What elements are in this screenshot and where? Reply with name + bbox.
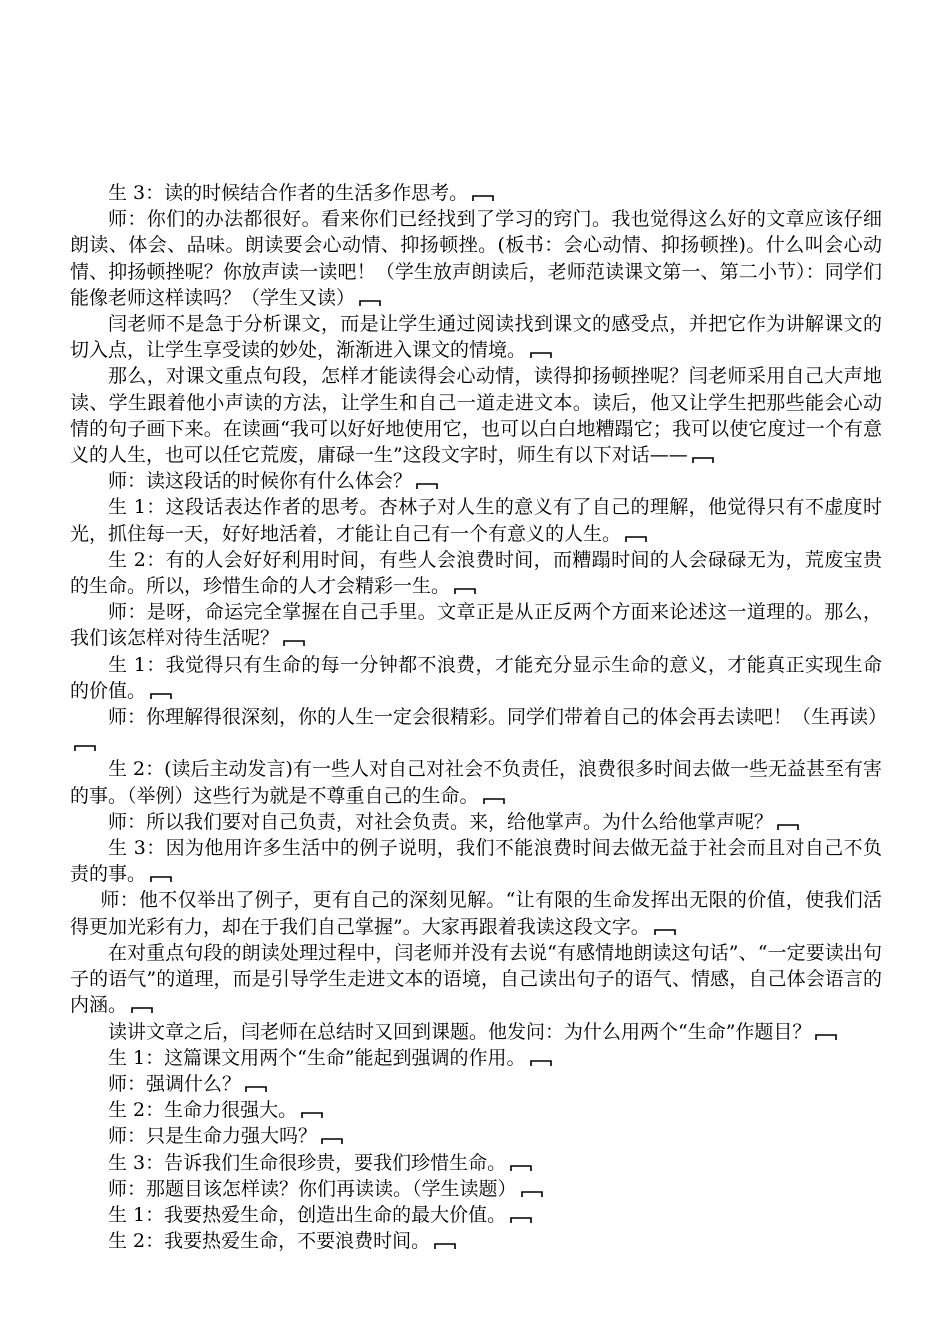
paragraph-mark-icon [510, 1216, 532, 1224]
paragraph-mark-icon [777, 823, 799, 831]
paragraph: 师：是呀，命运完全掌握在自己手里。文章正是从正反两个方面来论述这一道理的。那么，我们该怎样对待生活呢？ [70, 601, 882, 650]
paragraph: 生 2：生命力很强大。 [70, 1097, 882, 1123]
paragraph: 生 3：读的时候结合作者的生活多作思考。 [70, 180, 882, 206]
paragraph-mark-icon [434, 1242, 456, 1250]
paragraph: 生 1：我要热爱生命，创造出生命的最大价值。 [70, 1202, 882, 1228]
paragraph-mark-icon [416, 482, 438, 490]
paragraph-mark-icon [150, 692, 172, 700]
paragraph: 师：你理解得很深刻，你的人生一定会很精彩。同学们带着自己的体会再去读吧！（生再读） [70, 704, 882, 756]
paragraph: 那么，对课文重点句段，怎样才能读得会心动情，读得抑扬顿挫呢？闫老师采用自己大声地读、学生跟着他小声读的方法，让学生和自己一道走进文本。读后，他又让学生把那些能会心动情的句子画下来。在读画“我可以好好地使用它，也可以白白地糟蹋它；我可以使它度过一个有意义的人生，也可以任它荒废，庸碌一生”这段文字时，师生有以下对话—— [70, 365, 882, 467]
paragraph: 师：那题目该怎样读？你们再读读。（学生读题） [70, 1176, 882, 1202]
paragraph: 在对重点句段的朗读处理过程中，闫老师并没有去说“有感情地朗读这句话”、“一定要读出句子的语气”的道理，而是引导学生走进文本的语境，自己读出句子的语气、情感，自己体会语言的内涵。 [70, 941, 882, 1017]
paragraph-mark-icon [454, 587, 476, 595]
paragraph-mark-icon [521, 1190, 543, 1198]
paragraph-mark-icon [131, 1006, 153, 1014]
paragraph-mark-icon [245, 1085, 267, 1093]
paragraph: 师：你们的办法都很好。看来你们已经找到了学习的窍门。我也觉得这么好的文章应该仔细朗读、体会、品味。朗读要会心动情、抑扬顿挫。(板书：会心动情、抑扬顿挫)。什么叫会心动情、抑扬顿挫呢？你放声读一读吧！（学生放声朗读后，老师范读课文第一、第二小节）：同学们能像老师这样读吗？（学生又读） [70, 208, 882, 309]
paragraph-mark-icon [530, 1059, 552, 1067]
paragraph-mark-icon [283, 639, 305, 647]
paragraph: 读讲文章之后，闫老师在总结时又回到课题。他发问：为什么用两个“生命”作题目？ [70, 1019, 882, 1045]
paragraph-mark-icon [530, 351, 552, 359]
paragraph: 生 3：告诉我们生命很珍贵，要我们珍惜生命。 [70, 1150, 882, 1176]
paragraph: 闫老师不是急于分析课文，而是让学生通过阅读找到课文的感受点，并把它作为讲解课文的切入点，让学生享受读的妙处，渐渐进入课文的情境。 [70, 313, 882, 362]
paragraph-mark-icon [359, 299, 381, 307]
paragraph-mark-icon [472, 194, 494, 202]
paragraph-mark-icon [74, 744, 96, 752]
paragraph: 师：所以我们要对自己负责，对社会负责。来，给他掌声。为什么给他掌声呢？ [70, 809, 882, 835]
paragraph-mark-icon [321, 1137, 343, 1145]
paragraph: 生 1：我觉得只有生命的每一分钟都不浪费，才能充分显示生命的意义，才能真正实现生命的价值。 [70, 653, 882, 702]
paragraph: 生 1：这段话表达作者的思考。杏林子对人生的意义有了自己的理解，他觉得只有不虚度时光，抓住每一天，好好地活着，才能让自己有一个有意义的人生。 [70, 496, 882, 545]
paragraph: 师：读这段话的时候你有什么体会？ [70, 468, 882, 494]
document-body [70, 180, 888, 1254]
paragraph-mark-icon [815, 1033, 837, 1041]
paragraph-mark-icon [654, 928, 676, 936]
paragraph-mark-icon [692, 456, 714, 464]
paragraph-mark-icon [483, 797, 505, 805]
paragraph-mark-icon [301, 1111, 323, 1119]
paragraph: 师：他不仅举出了例子，更有自己的深刻见解。“让有限的生命发挥出无限的价值，使我们活得更加光彩有力，却在于我们自己掌握”。大家再跟着我读这段文字。 [70, 889, 882, 938]
paragraph-mark-icon [625, 535, 647, 543]
paragraph: 生 3：因为他用许多生活中的例子说明，我们不能浪费时间去做无益于社会而且对自己不负责的事。 [70, 837, 882, 886]
paragraph: 师：强调什么？ [70, 1071, 882, 1097]
paragraph: 师：只是生命力强大吗？ [70, 1123, 882, 1149]
paragraph: 生 2：我要热爱生命，不要浪费时间。 [70, 1228, 882, 1254]
paragraph: 生 1：这篇课文用两个“生命”能起到强调的作用。 [70, 1045, 882, 1071]
paragraph: 生 2：有的人会好好利用时间，有些人会浪费时间，而糟蹋时间的人会碌碌无为，荒废宝贵的生命。所以，珍惜生命的人才会精彩一生。 [70, 548, 882, 598]
paragraph-mark-icon [150, 875, 172, 883]
paragraph-mark-icon [510, 1164, 532, 1172]
paragraph: 生 2：(读后主动发言)有一些人对自己对社会不负责任，浪费很多时间去做一些无益甚至有害的事。（举例）这些行为就是不尊重自己的生命。 [70, 758, 882, 807]
